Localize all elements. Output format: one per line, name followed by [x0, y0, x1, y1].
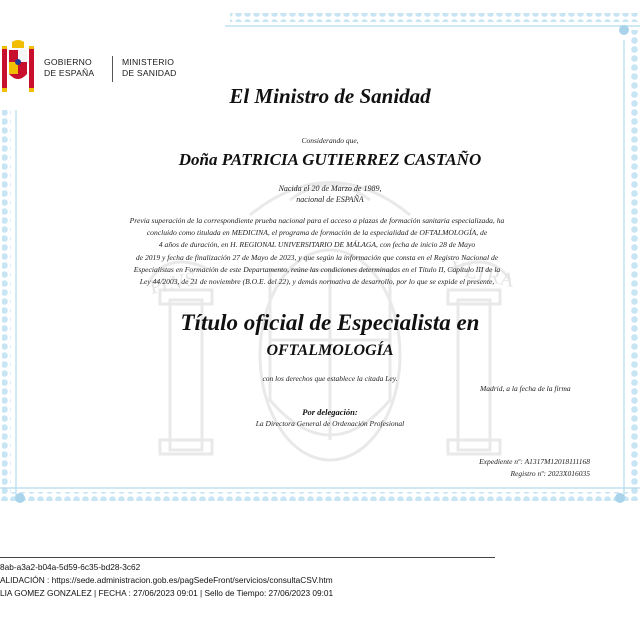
- csv-code: 8ab-a3a2-b04a-5d59-6c35-bd28-3c62: [0, 562, 141, 572]
- specialty-name: OFTALMOLOGÍA: [266, 342, 394, 359]
- ministerio-label: [122, 57, 177, 79]
- certificate-body: [86, 215, 548, 288]
- footer-rule: [0, 557, 495, 558]
- place-date: Madrid, a la fecha de la firma: [480, 384, 571, 393]
- watermark-vltra: VLTRA: [448, 257, 517, 293]
- file-numbers: [479, 456, 590, 480]
- body-line: Previa superación de la correspondiente prueba nacional para el acceso a plazas de formación sanitaria especializada, ha: [129, 216, 505, 225]
- birth-info: [0, 183, 640, 205]
- nationality-line: nacional de ESPAÑA: [296, 195, 364, 204]
- registro-number: Registro nº: 2023X016035: [510, 469, 590, 478]
- gobierno-line-2: DE ESPAÑA: [44, 68, 95, 78]
- signature-info: LIA GOMEZ GONZALEZ | FECHA : 27/06/2023 09:01 | Sello de Tiempo: 27/06/2023 09:01: [0, 588, 334, 598]
- header-divider: [112, 56, 113, 82]
- ministerio-line-2: DE SANIDAD: [122, 68, 177, 78]
- body-line: Ley 44/2003, de 21 de noviembre (B.O.E. del 22), y demás normativa de desarrollo, por lo que se expide el presente,: [139, 277, 495, 287]
- director-title: La Directora General de Ordenación Profesional: [255, 419, 405, 428]
- body-line: 4 años de duración, en H. REGIONAL UNIVERSITARIO DE MÁLAGA, con fecha de inicio 28 de Mayo: [158, 240, 476, 250]
- diploma-title: Título oficial de Especialista en: [180, 310, 480, 335]
- body-line: Especialistas en Formación de este Departamento, reúne las condiciones determinadas en el Título II, Capítulo III de la: [133, 264, 501, 274]
- holder-name: Doña PATRICIA GUTIERREZ CASTAÑO: [178, 150, 482, 169]
- ministerio-line-1: MINISTERIO: [122, 57, 175, 67]
- top-border: [225, 13, 640, 60]
- considerando-text: Considerando que,: [301, 136, 359, 145]
- birth-line: Nacida el 20 de Marzo de 1989,: [278, 184, 382, 193]
- expediente-number: Expediente nº: A1317M12018111168: [479, 457, 590, 466]
- delegation-label: Por delegación:: [302, 407, 358, 417]
- gobierno-de-espana-label: [44, 57, 94, 79]
- body-line: concluido como titulada en MEDICINA, el programa de formación de la especialidad de OFTALMOLOGÍA, de: [146, 228, 488, 238]
- gobierno-line-1: GOBIERNO: [44, 57, 92, 67]
- validation-url: ALIDACIÓN : https://sede.administracion.gob.es/pagSedeFront/servicios/consultaCSV.htm: [0, 575, 333, 585]
- right-border: [624, 40, 639, 500]
- certificate-title: El Ministro de Sanidad: [229, 84, 431, 108]
- body-line: de 2019 y fecha de finalización 27 de Mayo de 2023, y que según la información que consta en el Registro Nacional de: [135, 252, 499, 262]
- bottom-border: [0, 488, 640, 501]
- watermark-plvs: PLVS: [147, 267, 199, 299]
- rights-text: con los derechos que establece la citada Ley.: [262, 374, 398, 383]
